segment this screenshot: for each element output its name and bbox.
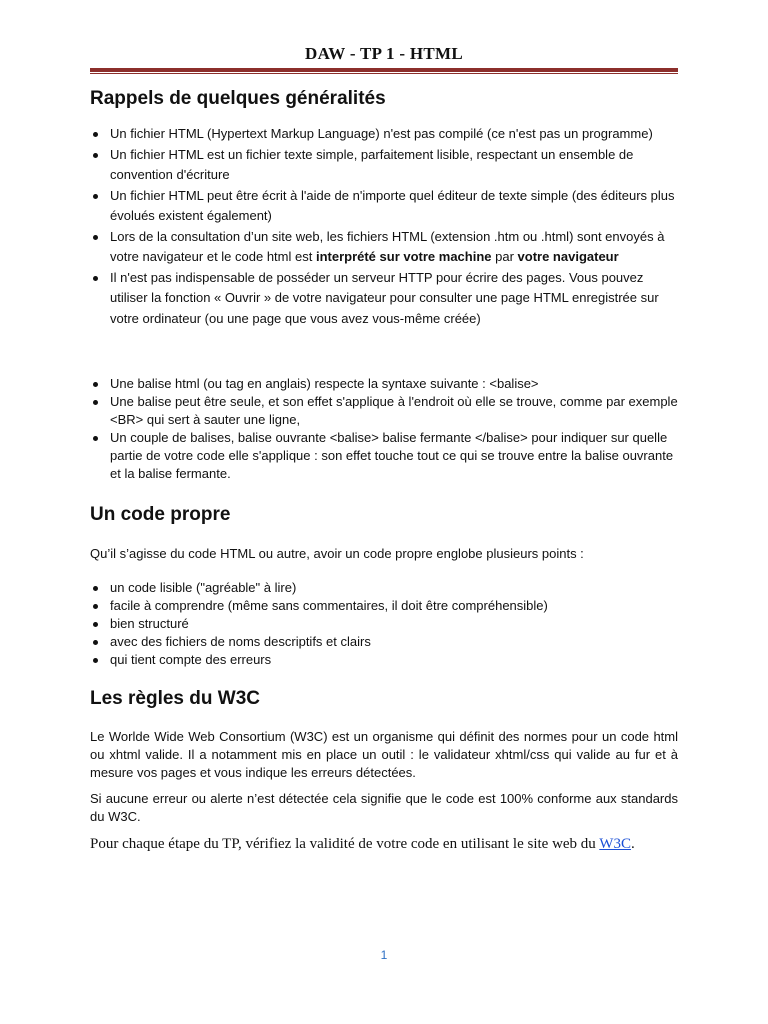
w3c-paragraph-3 — [90, 835, 678, 853]
rappels-list — [90, 124, 678, 329]
list-item-text: par — [491, 249, 518, 264]
code-propre-intro: Qu’il s’agisse du code HTML ou autre, avoir un code propre englobe plusieurs points : — [90, 546, 584, 561]
list-item: facile à comprendre (même sans commentaires, il doit être compréhensible) — [90, 597, 678, 615]
w3c-link[interactable]: W3C — [599, 836, 631, 852]
w3c-paragraph-2: Si aucune erreur ou alerte n’est détectée cela signifie que le code est 100% conforme aux standards du W3C. — [90, 791, 678, 824]
list-item: Une balise peut être seule, et son effet s'applique à l'endroit où elle se trouve, comme par exemple <BR> qui sert à sauter une ligne, — [90, 393, 678, 429]
list-item: qui tient compte des erreurs — [90, 651, 678, 669]
page-number: 1 — [380, 948, 388, 962]
header-rule — [90, 68, 678, 72]
list-item: Un fichier HTML peut être écrit à l'aide de n'importe quel éditeur de texte simple (des éditeurs plus évolués existent également) — [90, 186, 678, 227]
section-heading-rappels: Rappels de quelques généralités — [90, 88, 386, 109]
document-header: DAW - TP 1 - HTML — [305, 44, 463, 63]
bold-text: votre navigateur — [517, 249, 619, 264]
list-item — [90, 227, 678, 268]
list-item-text: Lors de la consultation d’un site web, les fichiers HTML (extension .htm ou .html) sont envoyés à votre navigateur et le code html est — [110, 228, 665, 264]
list-item: avec des fichiers de noms descriptifs et clairs — [90, 633, 678, 651]
w3c-paragraph-1: Le Worlde Wide Web Consortium (W3C) est un organisme qui définit des normes pour un code html ou xhtml valide. Il a notamment mis en place un outil : le validateur xhtml/css qui valide au fur et à mesure vos pages et vous indique les erreurs détectées. — [90, 729, 678, 780]
list-item: Un fichier HTML est un fichier texte simple, parfaitement lisible, respectant un ensemble de convention d'écriture — [90, 145, 678, 186]
w3c-paragraph-3-text: Pour chaque étape du TP, vérifiez la validité de votre code en utilisant le site web du — [90, 836, 600, 852]
list-item: un code lisible ("agréable" à lire) — [90, 579, 678, 597]
header-rule-thin — [90, 73, 678, 74]
list-item: Un fichier HTML (Hypertext Markup Language) n'est pas compilé (ce n'est pas un programme) — [90, 124, 678, 145]
period: . — [630, 836, 635, 852]
section-heading-w3c: Les règles du W3C — [90, 688, 260, 709]
bold-text: interprété sur votre machine — [315, 249, 492, 264]
section-heading-code-propre: Un code propre — [90, 504, 231, 525]
list-item: Il n'est pas indispensable de posséder un serveur HTTP pour écrire des pages. Vous pouvez utiliser la fonction « Ouvrir » de votre navigateur pour consulter une page HTML enregistrée sur votre ordinateur (ou une page que vous avez vous-même créée) — [90, 268, 678, 330]
rappels-list-continued — [90, 375, 678, 483]
code-propre-list — [90, 579, 678, 669]
list-item: Une balise html (ou tag en anglais) respecte la syntaxe suivante : <balise> — [90, 375, 678, 393]
list-item: Un couple de balises, balise ouvrante <balise> balise fermante </balise> pour indiquer sur quelle partie de votre code elle s'applique : son effet touche tout ce qui se trouve entre la balise ouvrante et la balise fermante. — [90, 429, 678, 483]
list-item: bien structuré — [90, 615, 678, 633]
